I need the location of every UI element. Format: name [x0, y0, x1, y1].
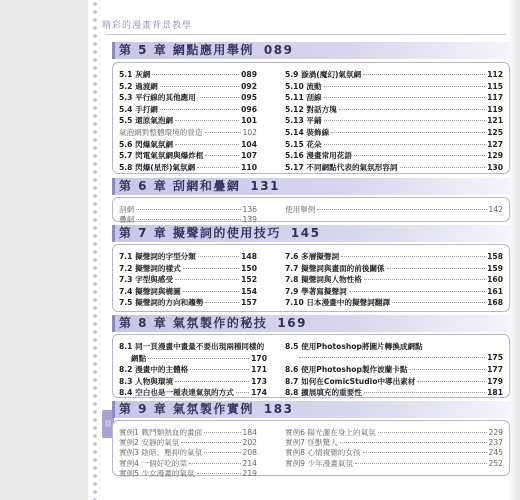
toc-entry-page: 089: [241, 70, 257, 79]
toc-entry[interactable]: [119, 468, 257, 479]
toc-entry-title: 5.9 漩渦(魔幻)氣氛網: [285, 70, 362, 79]
leader-dots: [152, 74, 239, 75]
toc-entry-page: 181: [487, 388, 503, 398]
toc-entry-page: 161: [487, 286, 503, 296]
toc-entry-title: 實例9 少年漫畫氣氛: [285, 458, 353, 468]
toc-entry[interactable]: [285, 274, 503, 285]
toc-entry[interactable]: [119, 92, 257, 103]
leader-dots: [136, 209, 240, 210]
toc-entry[interactable]: [119, 81, 257, 92]
toc-entry-page: 110: [241, 162, 257, 172]
toc-entry-page: 175: [487, 352, 503, 362]
toc-entry-page: 148: [241, 252, 257, 261]
toc-entry[interactable]: [119, 150, 257, 161]
toc-entry-page: 245: [488, 448, 503, 458]
chapter-page: 183: [263, 402, 294, 416]
toc-entry-title: 8.7 如何在ComicStudio中導出素材: [285, 376, 416, 386]
toc-entry-title: 5.13 平鋪: [285, 116, 322, 126]
leader-dots: [183, 268, 239, 269]
toc-entry[interactable]: [285, 458, 503, 469]
toc-entry-title: 實例2 安靜的氣氛: [119, 438, 180, 448]
chapter-heading: [112, 42, 510, 59]
toc-entry-page: 125: [487, 128, 503, 137]
leader-dots: [409, 369, 485, 370]
toc-entry-title: 5.4 手打網: [119, 104, 158, 114]
leader-dots: [148, 358, 249, 359]
toc-entry[interactable]: [119, 69, 257, 80]
leader-dots: [417, 381, 485, 382]
leader-dots: [392, 302, 485, 303]
toc-entry-title: 實例7 怪獸驚人: [285, 438, 338, 448]
toc-entry-title: 7.2 擬聲詞的樣式: [119, 263, 181, 273]
toc-entry-page: 171: [251, 365, 267, 375]
toc-entry[interactable]: [119, 263, 257, 274]
leader-dots: [136, 219, 240, 220]
header-rule: [106, 34, 506, 35]
toc-entry-title: 8.2 漫畫中的主體格: [119, 365, 189, 375]
toc-entry-title: 5.1 灰網: [119, 70, 151, 79]
toc-entry-page: 184: [242, 428, 257, 437]
toc-entry-title: 8.8 擴展填充的重要性: [285, 388, 362, 398]
toc-entry-title: 實例1 戰鬥類熱血的畫面: [119, 428, 203, 437]
leader-dots: [205, 302, 239, 303]
leader-dots: [183, 291, 239, 292]
toc-entry-title: 5.5 還原氣泡網: [119, 116, 174, 126]
toc-entry-title: 實例6 陽光灑在身上的氣氛: [285, 428, 376, 437]
toc-entry-page: 179: [487, 376, 503, 386]
leader-dots: [400, 167, 486, 168]
toc-entry-page: 173: [251, 376, 267, 386]
chapter-title: 第 7 章 擬聲詞的使用技巧: [119, 226, 281, 240]
toc-entry[interactable]: [285, 127, 503, 138]
toc-entry[interactable]: [119, 364, 267, 375]
toc-entry-page: 157: [241, 298, 257, 308]
toc-entry-title: 5.15 花朵: [285, 139, 322, 149]
chapter-entries-box: [112, 197, 510, 222]
book-title: 精彩的漫畫背景教學: [102, 21, 193, 31]
lace-border: [92, 0, 98, 500]
toc-entry-page: 136: [242, 205, 257, 214]
leader-dots: [198, 97, 239, 98]
leader-dots: [324, 86, 486, 87]
leader-dots: [204, 432, 240, 433]
toc-entry[interactable]: [285, 263, 503, 274]
toc-entry-page: 177: [487, 365, 503, 375]
toc-entry-page: 219: [242, 468, 257, 478]
toc-entry-page: 119: [487, 104, 503, 114]
chapter-entries-box: [112, 62, 510, 174]
leader-dots: [364, 279, 485, 280]
leader-dots: [197, 167, 239, 168]
toc-entry-page: 130: [487, 162, 503, 172]
toc-entry[interactable]: [285, 92, 503, 103]
leader-dots: [355, 463, 487, 464]
toc-entry-title: 8.5 使用Photoshop將圖片轉換成網點: [285, 342, 423, 351]
toc-entry[interactable]: [285, 297, 503, 308]
toc-entry[interactable]: [119, 341, 267, 352]
toc-entry[interactable]: [285, 162, 503, 173]
toc-entry-page: 096: [241, 104, 257, 114]
toc-entry[interactable]: [119, 139, 257, 150]
toc-entry-title: 5.2 過渡網: [119, 81, 158, 91]
chapter-title: 第 9 章 氣氛製作實例: [119, 402, 254, 416]
toc-entry-page: 150: [241, 263, 257, 273]
toc-entry-page: 208: [242, 448, 257, 458]
leader-dots: [363, 452, 487, 453]
toc-entry[interactable]: [119, 104, 257, 115]
toc-entry-page: 112: [487, 70, 503, 79]
leader-dots: [175, 381, 249, 382]
chapter-page: 169: [277, 316, 307, 330]
leader-dots: [387, 268, 486, 269]
leader-dots: [354, 155, 485, 156]
toc-entry-title: 5.14 裝飾線: [285, 128, 330, 137]
leader-dots: [364, 392, 485, 393]
chapter-heading: [112, 401, 510, 418]
toc-entry-title: 8.4 空白也是一種表達氣氛的方式: [119, 388, 234, 398]
toc-entry-page: 104: [241, 139, 257, 149]
leader-dots: [181, 442, 240, 443]
toc-entry-title: 5.6 閃爆氣氛網: [119, 139, 174, 149]
toc-entry[interactable]: [119, 162, 257, 173]
toc-entry-title: 8.3 人物與環境: [119, 376, 174, 386]
toc-entry-page: 170: [251, 353, 267, 363]
leader-dots: [363, 74, 485, 75]
toc-entry-page: 115: [487, 81, 503, 91]
toc-entry-title: 5.17 不同網點代表的氣氛形容詞: [285, 162, 398, 172]
toc-entry-title: 7.3 字型與感受: [119, 275, 174, 285]
toc-entry-page: 252: [488, 458, 503, 468]
toc-entry-page: 142: [488, 205, 503, 214]
toc-entry[interactable]: [285, 341, 503, 352]
toc-entry-title: 5.16 漫畫常用花語: [285, 151, 352, 161]
toc-entry[interactable]: [119, 251, 257, 262]
toc-entry[interactable]: [119, 286, 257, 297]
chapter-page: 131: [250, 179, 280, 193]
toc-entry[interactable]: [285, 139, 503, 150]
toc-entry-title: 疊網: [119, 215, 135, 224]
leader-dots: [339, 109, 485, 110]
toc-entry-page: 121: [487, 116, 503, 126]
toc-entry-page: 229: [488, 428, 503, 437]
toc-entry-page: 127: [487, 139, 503, 149]
toc-entry[interactable]: [119, 127, 257, 138]
leader-dots: [198, 256, 239, 257]
chapter-page: 089: [263, 43, 294, 57]
toc-entry[interactable]: [285, 150, 503, 161]
toc-entry-title: 實例3 陰暗、壓抑的氣氛: [119, 448, 203, 458]
toc-entry[interactable]: [119, 297, 257, 308]
toc-entry-title: 5.8 閃爆(星形)氣氛網: [119, 162, 196, 172]
toc-entry-page: 237: [488, 438, 503, 448]
toc-entry[interactable]: [285, 81, 503, 92]
toc-entry[interactable]: [285, 115, 503, 126]
toc-entry-page: 152: [241, 275, 257, 285]
leader-dots: [175, 120, 239, 121]
toc-entry-title: 5.12 對話方塊: [285, 104, 337, 114]
toc-entry-page: 168: [487, 298, 503, 308]
toc-entry-page: 117: [487, 93, 503, 103]
toc-entry-title: 8.6 使用Photoshop製作波蘭卡點: [285, 365, 408, 375]
toc-entry-title: 5.10 流動: [285, 81, 322, 91]
toc-entry-page: 174: [251, 388, 267, 398]
chapter-entries-box: [112, 420, 510, 476]
toc-entry[interactable]: [119, 376, 267, 387]
chapter-page: 145: [290, 226, 321, 240]
leader-dots: [324, 97, 486, 98]
toc-entry[interactable]: [285, 364, 503, 375]
chapter-title: 第 8 章 氣氛製作的秘技: [119, 316, 268, 330]
side-tab: 目錄: [102, 410, 114, 438]
chapter-heading: [112, 225, 510, 242]
leader-dots: [189, 463, 241, 464]
toc-entry-page: 202: [242, 438, 257, 448]
toc-entry-page: 102: [242, 128, 257, 137]
toc-entry-title: 7.6 多層擬聲詞: [285, 252, 340, 261]
toc-entry[interactable]: [119, 115, 257, 126]
chapter-heading: [112, 315, 510, 332]
toc-entry[interactable]: [285, 104, 503, 115]
toc-entry[interactable]: [119, 353, 267, 364]
leader-dots: [340, 442, 487, 443]
leader-dots: [204, 452, 240, 453]
chapter-title: 第 6 章 刮網和疊網: [119, 179, 241, 193]
toc-entry-title: 刮網: [119, 205, 135, 214]
toc-entry-page: 160: [487, 275, 503, 285]
chapter-entries-box: [112, 334, 510, 398]
toc-entry-title: 7.1 擬聲詞的字型分類: [119, 252, 196, 261]
chapter-entries-box: [112, 244, 510, 312]
leader-dots: [175, 279, 239, 280]
toc-entry-title: 7.10 日本漫畫中的擬聲詞翻譯: [285, 298, 390, 308]
toc-entry-page: 129: [487, 151, 503, 161]
leader-dots: [299, 357, 485, 358]
leader-dots: [205, 132, 241, 133]
toc-entry-title: 實例5 少女漫畫的氣氛: [119, 468, 195, 478]
toc-entry[interactable]: [285, 69, 503, 80]
toc-entry[interactable]: [285, 353, 503, 362]
toc-entry-title: 5.7 閃電氣氛網與爆炸框: [119, 151, 204, 161]
toc-entry-title: 5.11 刮線: [285, 93, 322, 103]
toc-entry-page: 214: [242, 458, 257, 468]
leader-dots: [324, 144, 486, 145]
toc-entry-page: 154: [241, 286, 257, 296]
toc-entry-title: 網點: [131, 353, 147, 363]
toc-entry[interactable]: [119, 214, 257, 225]
toc-entry-title: 7.4 擬聲詞與構圖: [119, 286, 181, 296]
toc-entry-page: 101: [241, 116, 257, 126]
leader-dots: [236, 392, 249, 393]
chapter-heading: [112, 178, 510, 195]
toc-entry[interactable]: [119, 274, 257, 285]
toc-entry-title: 7.8 擬聲詞與人物性格: [285, 275, 362, 285]
toc-entry[interactable]: [285, 376, 503, 387]
toc-entry[interactable]: [119, 387, 267, 398]
toc-entry-page: 139: [242, 215, 257, 224]
toc-entry[interactable]: [285, 204, 503, 215]
toc-entry[interactable]: [285, 286, 503, 297]
toc-entry[interactable]: [285, 251, 503, 262]
toc-entry-title: 5.3 平行線的其他應用: [119, 93, 196, 103]
toc-entry-title: 7.7 擬聲詞與畫面的前後關係: [285, 263, 385, 273]
toc-entry-page: 092: [241, 81, 257, 91]
leader-dots: [175, 144, 239, 145]
toc-entry-title: 使用舉例: [285, 205, 316, 214]
leader-dots: [197, 473, 241, 474]
toc-entry-page: 107: [241, 151, 257, 161]
toc-entry-title: 氣泡網對整體環境的營造: [119, 128, 203, 137]
chapter-title: 第 5 章 網點應用舉例: [119, 43, 254, 57]
leader-dots: [378, 432, 487, 433]
leader-dots: [160, 109, 239, 110]
toc-entry-page: 158: [487, 252, 503, 261]
leader-dots: [349, 291, 485, 292]
leader-dots: [324, 120, 486, 121]
leader-dots: [331, 132, 485, 133]
toc-entry-page: 159: [487, 263, 503, 273]
toc-entry-title: 實例4 一個好吃的菜: [119, 458, 187, 468]
leader-dots: [160, 86, 239, 87]
toc-entry-title: 實例8 心情複雜的女孩: [285, 448, 361, 458]
leader-dots: [341, 256, 485, 257]
leader-dots: [190, 369, 249, 370]
toc-entry-title: 7.9 學著寫擬聲詞: [285, 286, 347, 296]
toc-entry[interactable]: [285, 387, 503, 398]
leader-dots: [317, 209, 486, 210]
leader-dots: [205, 155, 239, 156]
toc-entry-title: 7.5 擬聲詞的方向和趨勢: [119, 298, 204, 308]
toc-entry-title: 8.1 同一頁漫畫中畫量不要出現兩種同樣的: [119, 342, 265, 351]
toc-entry-page: 095: [241, 93, 257, 103]
